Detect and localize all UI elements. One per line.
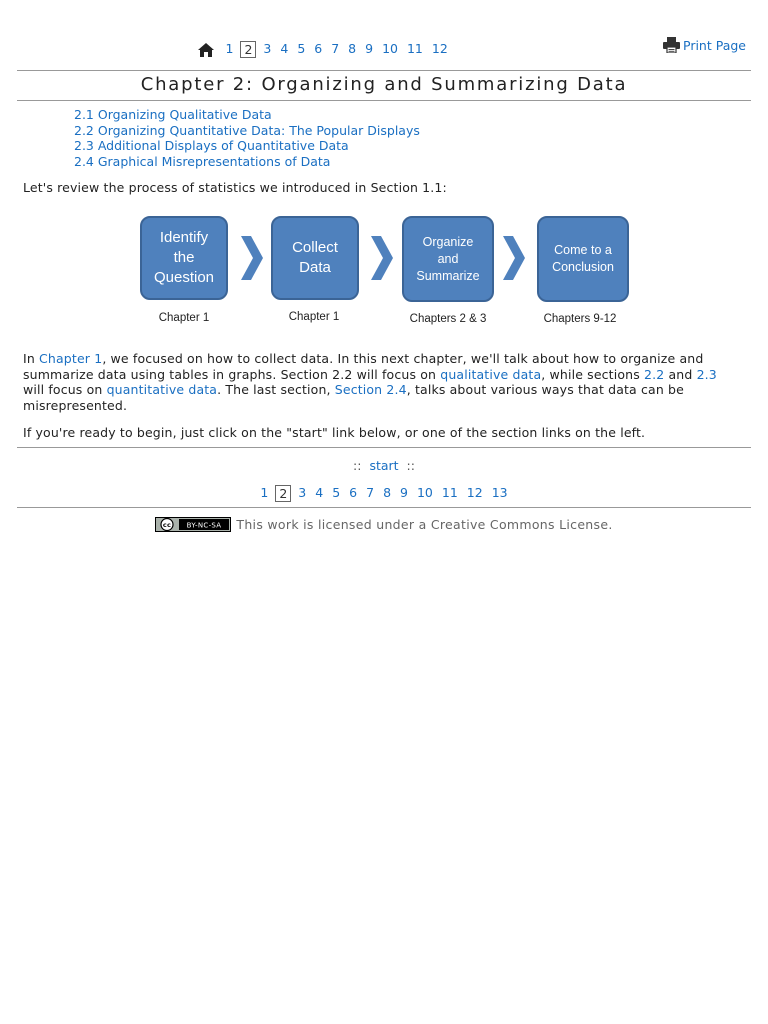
page-link-10[interactable]: 10 xyxy=(416,485,433,500)
page-link-4[interactable]: 4 xyxy=(315,485,324,500)
page-title: Chapter 2: Organizing and Summarizing Data xyxy=(140,74,628,95)
page-link-1[interactable]: 1 xyxy=(225,41,234,56)
chapter-1-link[interactable]: Chapter 1 xyxy=(39,351,103,366)
page-link-6[interactable]: 6 xyxy=(314,41,323,56)
page-link-9[interactable]: 9 xyxy=(400,485,408,500)
step-caption: Chapter 1 xyxy=(288,311,340,323)
start-navigation: :: start :: xyxy=(353,458,415,473)
section-link-2-3[interactable]: 2.3 Additional Displays of Quantitative Data xyxy=(74,138,349,153)
section-link-2-4[interactable]: 2.4 Graphical Misrepresentations of Data xyxy=(74,153,331,169)
page-link-13[interactable]: 13 xyxy=(491,485,508,500)
print-page-link[interactable] xyxy=(663,37,746,53)
license-text: This work is licensed under a Creative Commons License. xyxy=(236,517,613,532)
page-link-12[interactable]: 12 xyxy=(466,485,483,500)
page-link-3[interactable]: 3 xyxy=(298,485,307,500)
print-page-label: Print Page xyxy=(683,37,746,53)
step-caption: Chapter 1 xyxy=(158,312,210,324)
page-link-8[interactable]: 8 xyxy=(348,41,357,56)
step-caption: Chapters 9-12 xyxy=(543,313,617,325)
svg-text:cc: cc xyxy=(163,521,172,529)
page-link-7[interactable]: 7 xyxy=(366,485,375,500)
page-link-11[interactable]: 11 xyxy=(441,485,458,500)
divider xyxy=(17,100,751,101)
license-footer xyxy=(0,517,768,532)
step-come-to-conclusion: Come to a Conclusion xyxy=(537,216,629,302)
step-collect-data: Collect Data xyxy=(271,216,359,300)
page-link-5[interactable]: 5 xyxy=(332,485,341,500)
page-link-6[interactable]: 6 xyxy=(349,485,358,500)
chevron-right-icon xyxy=(239,236,265,280)
chevron-right-icon xyxy=(501,236,527,280)
section-2-3-link[interactable]: 2.3 xyxy=(696,366,717,382)
page-link-1[interactable]: 1 xyxy=(260,485,269,500)
page-link-2[interactable]: 2 xyxy=(240,41,256,58)
section-2-2-link[interactable]: 2.2 xyxy=(644,366,665,382)
quantitative-data-link[interactable]: quantitative data xyxy=(106,382,218,397)
step-caption: Chapters 2 & 3 xyxy=(409,313,487,325)
statistics-process-diagram xyxy=(140,216,632,332)
page-link-2[interactable]: 2 xyxy=(275,485,291,502)
divider xyxy=(17,507,751,508)
top-navigation xyxy=(0,37,768,61)
creative-commons-badge-icon[interactable] xyxy=(155,517,231,532)
intro-text: Let's review the process of statistics we introduced in Section 1.1: xyxy=(23,180,447,195)
top-pager xyxy=(198,41,452,58)
step-organize-summarize: Organize and Summarize xyxy=(402,216,494,302)
begin-instructions: If you're ready to begin, just click on the "start" link below, or one of the section links on the left. xyxy=(23,425,646,440)
section-2-4-link[interactable]: Section 2.4 xyxy=(334,382,407,397)
page-link-11[interactable]: 11 xyxy=(406,41,423,56)
page-link-5[interactable]: 5 xyxy=(297,41,306,56)
divider xyxy=(17,447,751,448)
page-link-3[interactable]: 3 xyxy=(263,41,272,56)
divider xyxy=(17,70,751,71)
section-links xyxy=(74,107,420,169)
home-icon[interactable] xyxy=(198,43,214,57)
page-link-10[interactable]: 10 xyxy=(382,41,398,56)
section-link-2-1[interactable]: 2.1 Organizing Qualitative Data xyxy=(74,107,272,122)
chevron-right-icon xyxy=(369,236,395,280)
page-link-9[interactable]: 9 xyxy=(365,41,374,56)
bottom-pager xyxy=(0,485,768,502)
page-link-8[interactable]: 8 xyxy=(383,485,392,500)
qualitative-data-link[interactable]: qualitative data xyxy=(440,366,542,382)
body-paragraph: In Chapter 1, we focused on how to collect data. In this next chapter, we'll talk about how to organize and summarize data using tables in graphs. Section 2.2 will focus on qualitative data, while sections 2.2 and 2.3 will focus on quantitative data. The last section, Section 2.4, talks about various ways that data can be misrepresented. xyxy=(23,351,717,413)
printer-icon xyxy=(663,37,680,53)
section-link-2-2[interactable]: 2.2 Organizing Quantitative Data: The Popular Displays xyxy=(74,122,420,138)
step-identify-question: Identify the Question xyxy=(140,216,228,300)
page-link-12[interactable]: 12 xyxy=(431,41,448,56)
start-link[interactable]: start xyxy=(369,458,399,473)
svg-text:BY-NC-SA: BY-NC-SA xyxy=(186,521,222,530)
page-link-4[interactable]: 4 xyxy=(280,41,289,56)
page-link-7[interactable]: 7 xyxy=(331,41,340,56)
